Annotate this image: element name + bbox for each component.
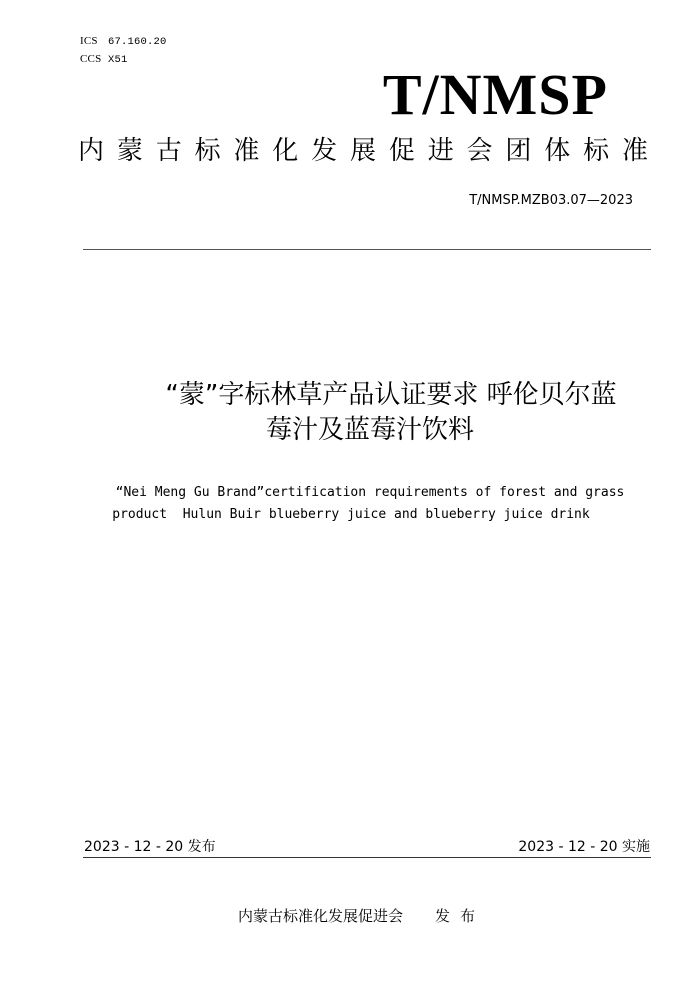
ics-value: 67.160.20 <box>108 36 167 48</box>
ccs-code <box>80 53 128 66</box>
publisher <box>238 905 485 926</box>
organization-name-text: 内 蒙 古 标 准 化 发 展 促 进 会 团 体 标 准 <box>78 136 648 166</box>
header-divider <box>83 249 651 250</box>
english-title <box>40 482 700 526</box>
organization-full-name <box>78 138 648 164</box>
ics-code <box>80 35 167 48</box>
publisher-name: 内蒙古标准化发展促进会 <box>238 907 404 925</box>
chinese-title-line-1: “蒙”字标林草产品认证要求 呼伦贝尔蓝 <box>165 380 617 410</box>
release-date: 2023 - 12 - 20 发布 <box>84 839 216 855</box>
ics-label: ICS <box>80 35 98 47</box>
english-title-line-2: product Hulun Buir blueberry juice and blueberry juice drink <box>112 507 590 522</box>
chinese-title <box>60 378 680 448</box>
standard-logo: T/NMSP <box>382 62 608 127</box>
english-title-line-1: “Nei Meng Gu Brand”certification requirements of forest and grass <box>115 485 625 500</box>
ccs-label: CCS <box>80 53 102 65</box>
standard-number: T/NMSP.MZB03.07—2023 <box>469 193 633 208</box>
ccs-value: X51 <box>108 54 128 66</box>
publisher-verb: 发布 <box>435 907 486 925</box>
chinese-title-line-2: 莓汁及蓝莓汁饮料 <box>265 415 474 446</box>
implementation-date: 2023 - 12 - 20 实施 <box>518 839 650 855</box>
footer-divider <box>83 857 651 858</box>
